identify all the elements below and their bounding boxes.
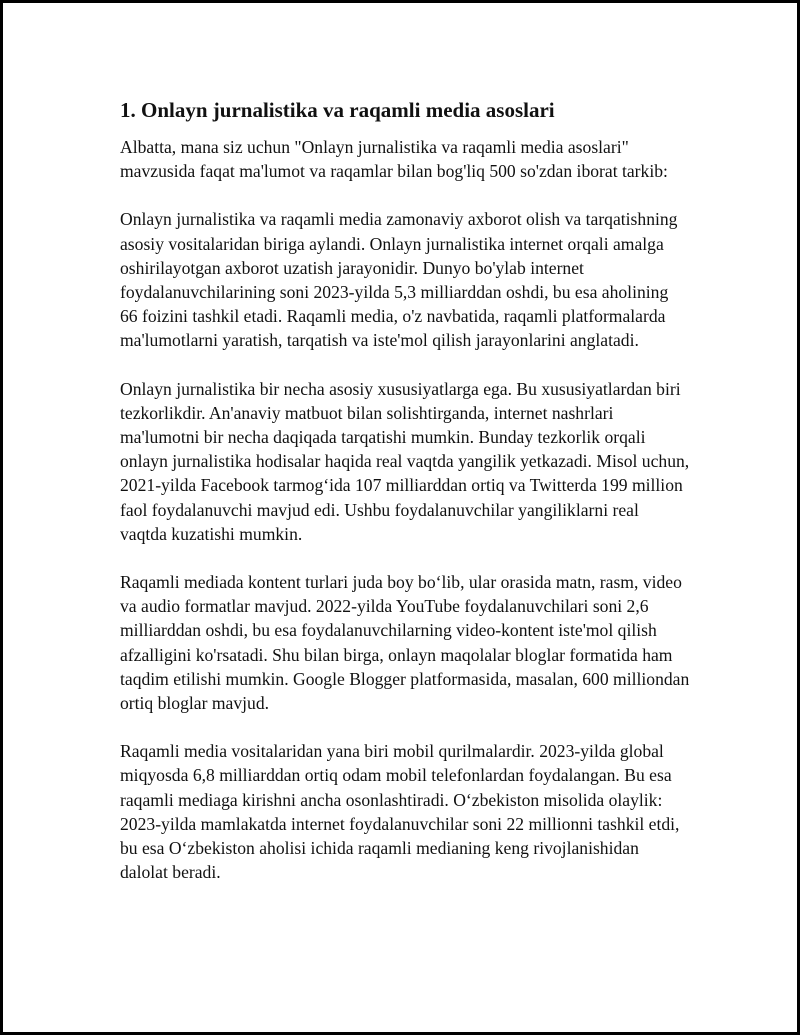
paragraph-mobile-devices: Raqamli media vositalaridan yana biri mobil qurilmalardir. 2023-yilda global miqyosda 6,8 milliarddan ortiq odam mobil telefonlardan foydalangan. Bu esa raqamli mediaga kirishni ancha osonlashtiradi. O‘zbekiston misolida olaylik: 2023-yilda mamlakatda internet foydalanuvchilar soni 22 millionni tashkil etdi, bu esa O‘zbekiston aholisi ichida raqamli medianing keng rivojlanishidan dalolat beradi. [120,741,680,883]
document-content [120,97,690,908]
section-heading: 1. Onlayn jurnalistika va raqamli media asoslari [120,98,555,122]
paragraph-content-types: Raqamli mediada kontent turlari juda boy bo‘lib, ular orasida matn, rasm, video va audio formatlar mavjud. 2022-yilda YouTube foydalanuvchilari soni 2,6 milliarddan oshdi, bu esa foydalanuvchilarning video-kontent iste'mol qilish afzalligini ko'rsatadi. Shu bilan birga, onlayn maqolalar bloglar formatida ham taqdim etilishi mumkin. Google Blogger platformasida, masalan, 600 milliondan ortiq bloglar mavjud. [120,572,690,714]
paragraph-definition: Onlayn jurnalistika va raqamli media zamonaviy axborot olish va tarqatishning asosiy vositalaridan biriga aylandi. Onlayn jurnalistika internet orqali amalga oshirilayotgan axborot uzatish jarayonidir. Dunyo bo'ylab internet foydalanuvchilarining soni 2023-yilda 5,3 milliarddan oshdi, bu esa aholining 66 foizini tashkil etadi. Raqamli media, o'z navbatida, raqamli platformalarda ma'lumotlarni yaratish, tarqatish va iste'mol qilish jarayonlarini anglatadi. [120,209,678,351]
intro-paragraph: Albatta, mana siz uchun "Onlayn jurnalistika va raqamli media asoslari" mavzusida faqat ma'lumot va raqamlar bilan bog'liq 500 so'zdan iborat tarkib: [120,137,668,182]
paragraph-speed: Onlayn jurnalistika bir necha asosiy xususiyatlarga ega. Bu xususiyatlardan biri tezkorlikdir. An'anaviy matbuot bilan solishtirganda, internet nashrlari ma'lumotni bir necha daqiqada tarqatishi mumkin. Bunday tezkorlik orqali onlayn jurnalistika hodisalar haqida real vaqtda yangilik yetkazadi. Misol uchun, 2021-yilda Facebook tarmog‘ida 107 milliarddan ortiq va Twitterda 199 million faol foydalanuvchi mavjud edi. Ushbu foydalanuvchilar yangiliklarni real vaqtda kuzatishi mumkin. [120,378,690,544]
